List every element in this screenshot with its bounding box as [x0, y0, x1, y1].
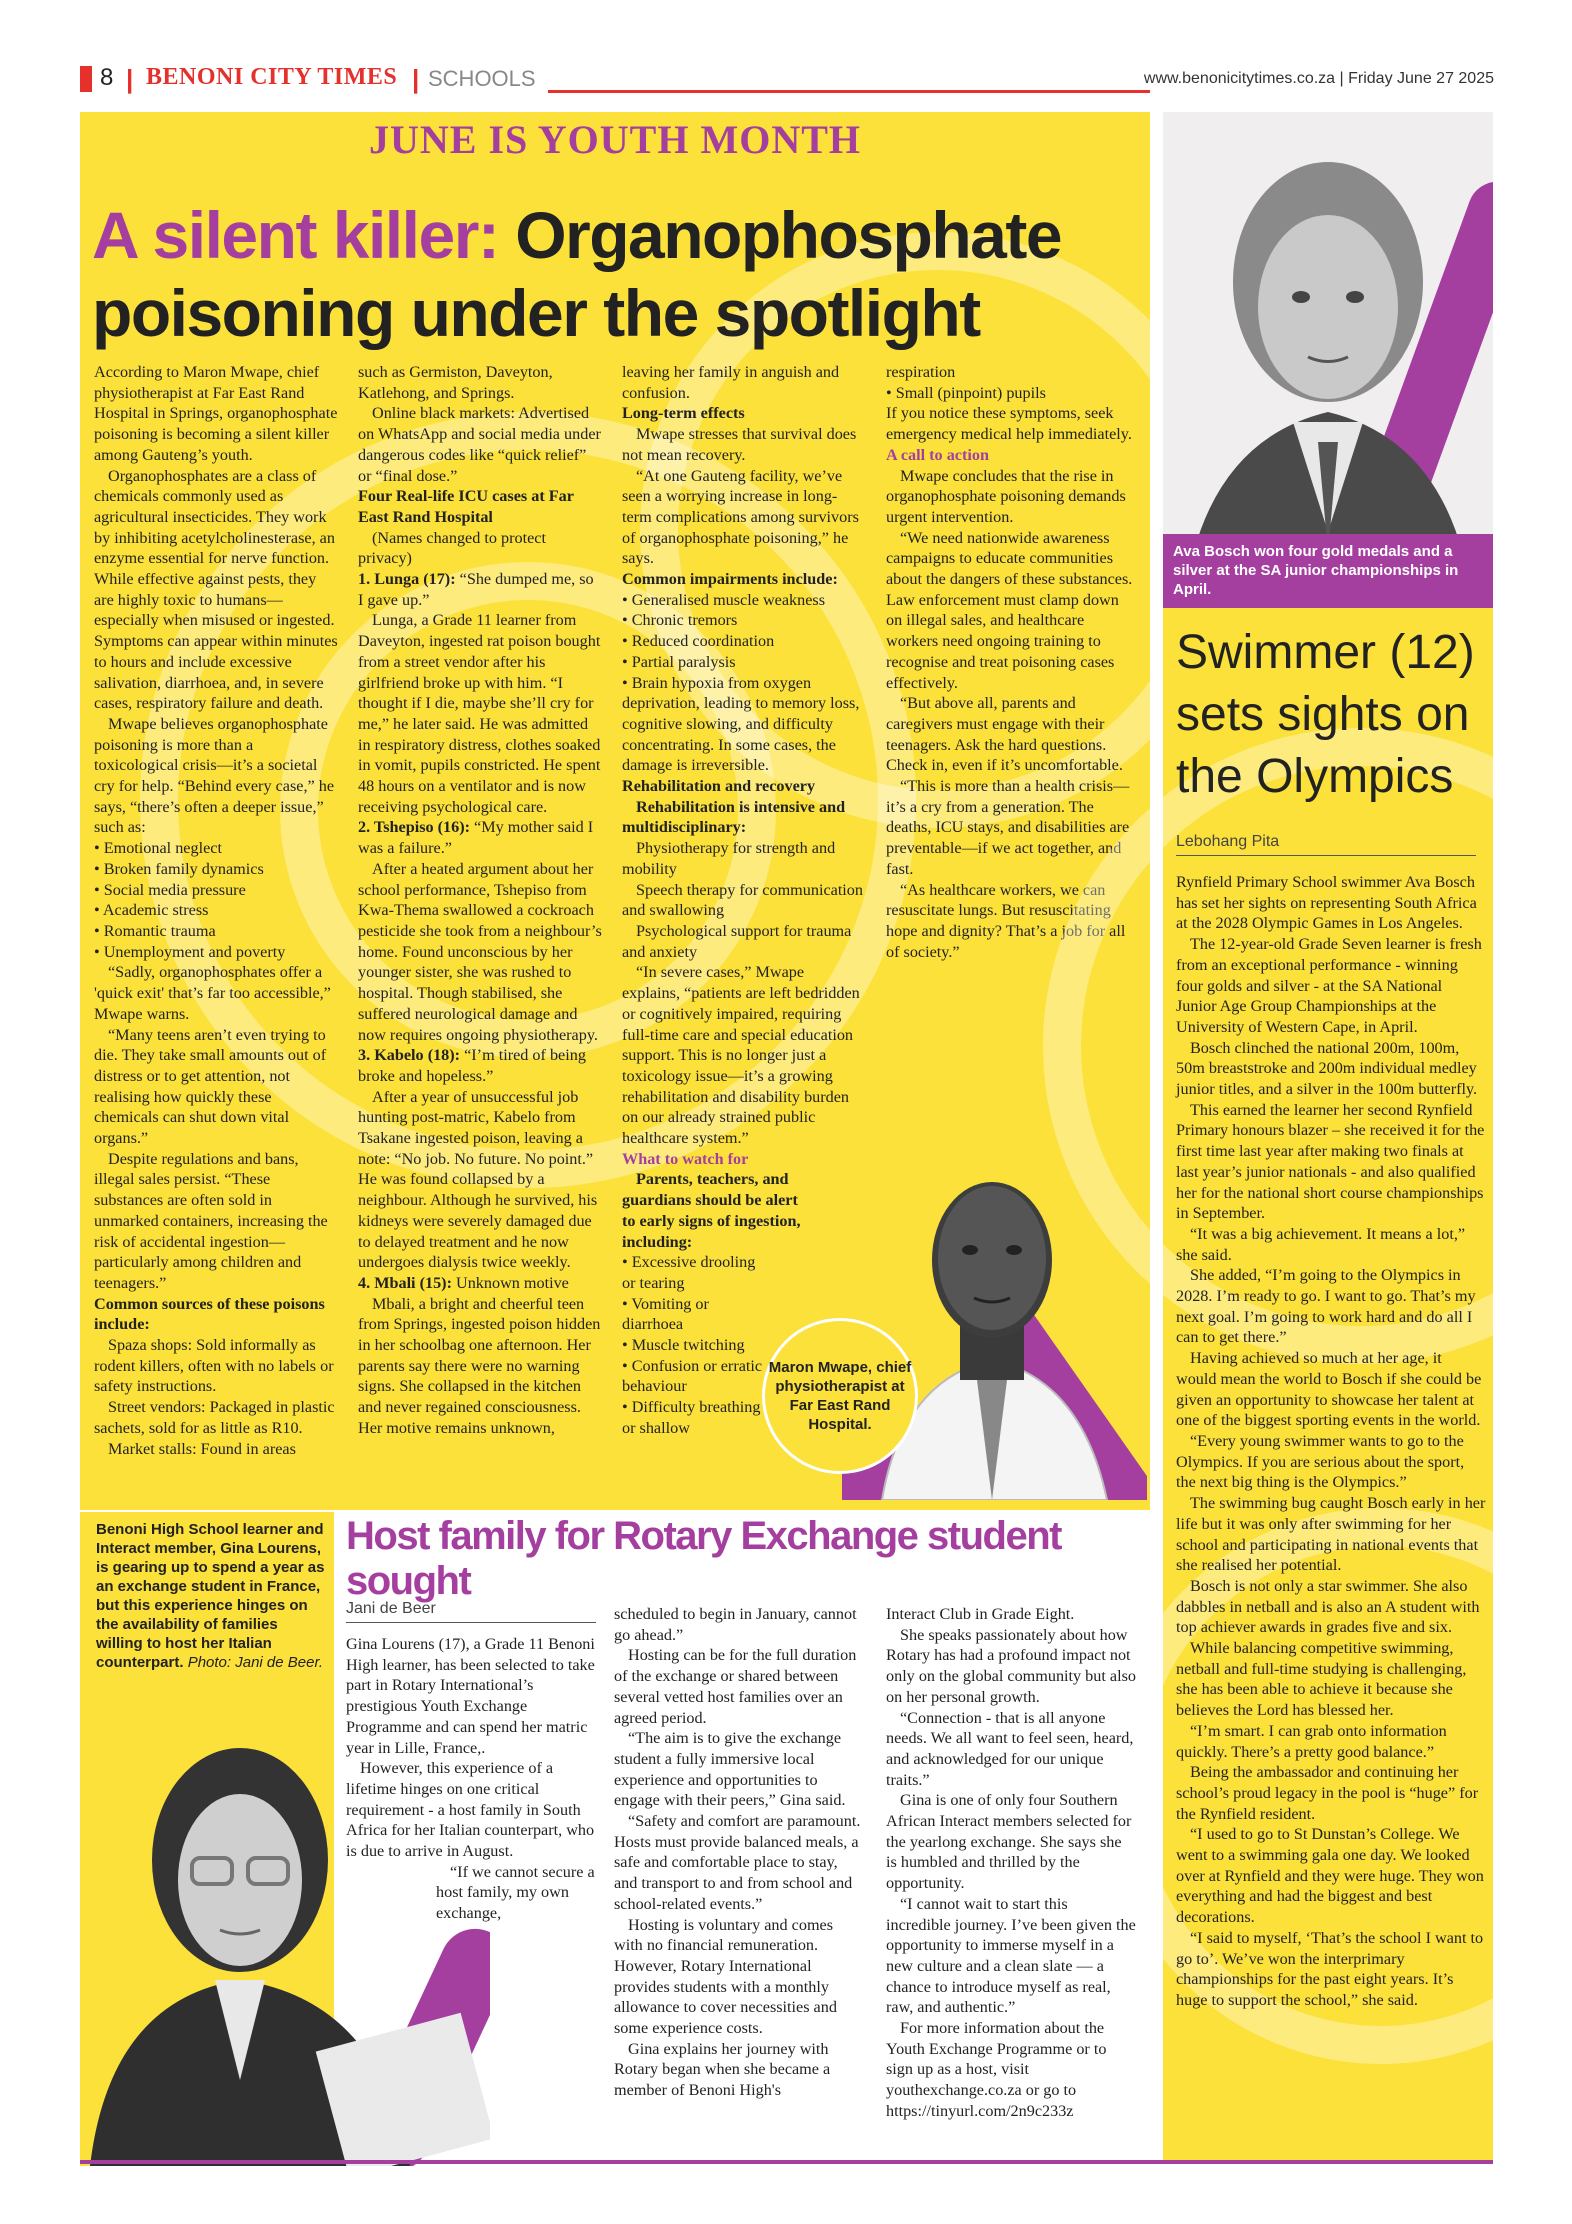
paragraph: “I’m smart. I can grab onto information quickly. There’s a pretty good balance.” [1176, 1721, 1447, 1761]
paragraph: “But above all, parents and caregivers must engage with their teenagers. Ask the hard questions. Check in, even if it’s uncomfortable. [886, 694, 1123, 775]
photo-caption: Benoni High School learner and Interact member, Gina Lourens, is gearing up to spend a year as an exchange student in France, but this experience hinges on the availability of families willing to host her Italian counterpart. Photo: Jani de Beer. [96, 1521, 325, 1671]
bullet: • Unemployment and poverty [94, 942, 286, 961]
paragraph: “Every young swimmer wants to go to the Olympics. If you are serious about the sport, the next big thing is the Olympics.” [1176, 1431, 1465, 1492]
host-column-2 [614, 1604, 864, 2101]
paragraph: For more information about the Youth Exchange Programme or to sign up as a host, visit youthexchange.co.za or go to https://tinyurl.com/2n9c233z [886, 2019, 1107, 2120]
paragraph: leaving her family in anguish and confusion. [622, 363, 840, 402]
paragraph: While balancing competitive swimming, netball and full-time studying is challenging, she has been able to achieve it because she believes the Lord has blessed her. [1176, 1639, 1467, 1720]
paragraph: “This is more than a health crisis—it’s a cry from a generation. The deaths, ICU stays, and disabilities are preventable—if we act together, and fast. [886, 777, 1130, 878]
header-accent-bar [80, 66, 92, 92]
lead-headline [92, 196, 1152, 352]
bullet: • Broken family dynamics [94, 859, 264, 878]
subheading: Common impairments include: [622, 570, 838, 589]
case-3: 3. Kabelo (18): “I’m tired of being broke and hopeless.” [358, 1046, 586, 1085]
paragraph: “Safety and comfort are paramount. Hosts must provide balanced meals, a safe and comfortable place to stay, and transport to and from school and school-related events.” [614, 1812, 861, 1913]
subheading: Common sources of these poisons include: [94, 1294, 325, 1334]
paragraph: Street vendors: Packaged in plastic sachets, sold for as little as R10. [94, 1398, 335, 1437]
paragraph: “I cannot wait to start this incredible journey. I’ve been given the opportunity to immerse myself in a new culture and a clean slate — a chance to introduce myself as real, raw, and authentic.” [886, 1894, 1136, 2017]
host-column-1 [346, 1634, 596, 1924]
paragraph: “In severe cases,” Mwape explains, “patients are left bedridden or cognitively impaired, requiring full-time care and special education support. This is no longer just a toxicology issue—it’s a growing rehabilitation and disability burden on our already strained public healthcare system.” [622, 963, 860, 1148]
paragraph: This earned the learner her second Rynfield Primary honours blazer – she received it for the first time last year after making two finals at last year’s junior nationals - and also qualified her for the national short course championships in September. [1176, 1100, 1485, 1223]
paragraph: “As healthcare workers, we can resuscitate lungs. But resuscitating hope and dignity? That’s a job for all of society.” [886, 880, 1126, 961]
headline-rest: Organophosphate poisoning under the spotlight [92, 198, 1062, 350]
host-headline: Host family for Rotary Exchange student sought [346, 1514, 1061, 1603]
paragraph: “Many teens aren’t even trying to die. They take small amounts out of distress or to get attention, not realising how quickly these chemicals can shut down vital organs.” [94, 1025, 327, 1148]
paragraph: After a year of unsuccessful job hunting post-matric, Kabelo from Tsakane ingested poison, leaving a note: “No job. No future. No point.” He was found collapsed by a neighbour. Although he survived, his kidneys were severely damaged due to delayed treatment and he now undergoes dialysis twice weekly. [358, 1087, 598, 1272]
header-divider: | [126, 64, 134, 94]
paragraph: Mwape stresses that survival does not mean recovery. [622, 425, 857, 464]
paragraph: Bosch is not only a star swimmer. She also dabbles in netball and is also an A student with top achiever awards in grades five and six. [1176, 1576, 1480, 1637]
paragraph: Physiotherapy for strength and mobility [622, 839, 836, 878]
paragraph: Having achieved so much at her age, it would mean the world to Bosch if she could be given an opportunity to showcase her talent at one of the biggest sporting events in the world. [1176, 1349, 1482, 1430]
bullet: • Vomiting or diarrhoea [622, 1294, 709, 1334]
bullet: • Reduced coordination [622, 632, 775, 651]
header-divider: | [412, 64, 420, 94]
kicker: JUNE IS YOUTH MONTH [368, 117, 861, 162]
paragraph: Mwape believes organophosphate poisoning is more than a toxicological crisis—it’s a societal cry for help. “Behind every case,” he says, “there’s often a deeper issue,” such as: [94, 714, 334, 837]
paragraph: “Connection - that is all anyone needs. We all want to feel seen, heard, and acknowledged for our unique traits.” [886, 1708, 1134, 1789]
case-1: 1. Lunga (17): “She dumped me, so I gave up.” [358, 570, 594, 609]
subheading: Long-term effects [622, 404, 745, 423]
case-4: 4. Mbali (15): Unknown motive [358, 1273, 569, 1292]
subheading-purple: What to watch for [622, 1149, 749, 1168]
paragraph: Speech therapy for communication and swallowing [622, 880, 863, 920]
paragraph: “At one Gauteng facility, we’ve seen a worrying increase in long-term complications among survivors of organophosphate poisoning,” he says. [622, 466, 859, 568]
case-head: 3. Kabelo (18): [358, 1046, 461, 1065]
paragraph: If you notice these symptoms, seek emergency medical help immediately. [886, 404, 1132, 444]
paragraph: Lunga, a Grade 11 learner from Daveyton, ingested rat poison bought from a street vendor after his girlfriend broke up with him. “I thought if I die, maybe she’ll cry for me,” he later said. He was admitted in respiratory distress, clothes soaked in vomit, pupils constricted. He spent 48 hours on a ventilator and is now receiving psychological care. [358, 611, 601, 816]
paragraph: After a heated argument about her school performance, Tshepiso from Kwa-Thema swallowed a cockroach pesticide she took from a neighbour’s home. Found unconscious by her younger sister, she was rushed to hospital. Though stabilised, she suffered neurological damage and now requires ongoing physiotherapy. [358, 859, 602, 1044]
paragraph: Spaza shops: Sold informally as rodent killers, often with no labels or safety instructions. [94, 1336, 334, 1396]
bullet: • Confusion or erratic behaviour [622, 1356, 763, 1396]
photo-badge: Maron Mwape, chief physiotherapist at Far East Rand Hospital. [762, 1318, 918, 1474]
case-2: 2. Tshepiso (16): “My mother said I was a failure.” [358, 818, 594, 858]
paragraph: However, this experience of a lifetime hinges on one critical requirement - a host family in South Africa for her Italian counterpart, who is due to arrive in August. [346, 1759, 595, 1861]
swimmer-headline: Swimmer (12) sets sights on the Olympics [1176, 626, 1475, 803]
ava-bosch-photo [1163, 112, 1493, 607]
paragraph: “I used to go to St Dunstan’s College. We went to a swimming gala one day. We looked over at Rynfield and they were huge. They won everything and had the biggest and best decorations. [1176, 1825, 1484, 1927]
bottom-rule [80, 2160, 1493, 2164]
site-and-date: www.benonicitytimes.co.za | Friday June 27 2025 [1143, 70, 1494, 87]
bullet: • Chronic tremors [622, 611, 738, 630]
paragraph: Hosting can be for the full duration of the exchange or shared between several vetted host families over an agreed period. [614, 1646, 857, 1727]
paragraph: “It was a big achievement. It means a lot,” she said. [1176, 1224, 1466, 1264]
lead-column-3 [622, 362, 866, 1439]
lead-column-2 [358, 362, 602, 1439]
page-number: 8 [100, 64, 114, 91]
publication-title: BENONI CITY TIMES [146, 64, 398, 90]
swimmer-column [1176, 872, 1486, 2011]
paragraph: Hosting is voluntary and comes with no financial remuneration. However, Rotary International provides students with a monthly allowance to cover necessities and some experience costs. [614, 1915, 837, 2038]
paragraph: Gina is one of only four Southern African Interact members selected for the yearlong exchange. She says she is humbled and thrilled by the opportunity. [886, 1791, 1132, 1893]
paragraph: such as Germiston, Daveyton, Katlehong, and Springs. [358, 363, 553, 402]
bullet: • Small (pinpoint) pupils [886, 383, 1046, 402]
host-column-3 [886, 1604, 1136, 2122]
bullet: • Difficulty breathing or shallow [622, 1398, 761, 1437]
paragraph: She added, “I’m going to the Olympics in 2028. I’m ready to go. I want to go. That’s my next goal. I’m going to work hard and do all I can to get there.” [1176, 1266, 1476, 1347]
subheading: Parents, teachers, and guardians should be alert to early signs of ingestion, including: [622, 1170, 801, 1251]
paragraph: The swimming bug caught Bosch early in her life but it was only after swimming for her school and participating in national events that she realised her potential. [1176, 1494, 1486, 1575]
bullet: • Muscle twitching [622, 1336, 745, 1355]
paragraph: Psychological support for trauma and anxiety [622, 921, 852, 961]
photo-credit: Photo: Jani de Beer. [187, 1654, 324, 1671]
byline: Jani de Beer [346, 1600, 596, 1623]
header-rule [548, 90, 1150, 93]
case-head: 4. Mbali (15): [358, 1273, 452, 1292]
paragraph: “We need nationwide awareness campaigns to educate communities about the dangers of these substances. Law enforcement must clamp down on illegal sales, and healthcare workers need ongoing training to recognise and treat poisoning cases effectively. [886, 528, 1133, 692]
portrait-illustration [1163, 112, 1493, 607]
bullet: • Romantic trauma [94, 921, 216, 940]
paragraph: Mwape concludes that the rise in organophosphate poisoning demands urgent intervention. [886, 466, 1126, 526]
photo-caption: Ava Bosch won four gold medals and a silver at the SA junior championships in April. [1163, 534, 1493, 608]
paragraph: “The aim is to give the exchange student a fully immersive local experience and opportunities to engage with their peers,” Gina said. [614, 1729, 846, 1810]
paragraph: She speaks passionately about how Rotary has had a profound impact not only on the global community but also on her personal growth. [886, 1625, 1136, 1706]
paragraph: Despite regulations and bans, illegal sales persist. “These substances are often sold in unmarked containers, increasing the risk of accidental ingestion—particularly among children and teenagers.” [94, 1149, 328, 1292]
byline: Lebohang Pita [1176, 833, 1476, 856]
paragraph: Organophosphates are a class of chemicals commonly used as agricultural insecticides. They work by inhibiting acetylcholinesterase, an enzyme essential for nerve function. While effective against pests, they are highly toxic to humans—especially when misused or ingested. Symptoms can appear within minutes to hours and include excessive salivation, diarrhoea, and, in severe cases, respiratory failure and death. [94, 466, 338, 713]
paragraph: “I said to myself, ‘That’s the school I want to go to’. We’ve won the interprimary championships for the past eight years. It’s huge to support the school,” she said. [1176, 1928, 1484, 2009]
bullet: • Social media pressure [94, 880, 246, 899]
paragraph: Mbali, a bright and cheerful teen from Springs, ingested poison hidden in her schoolbag one afternoon. Her parents say there were no warning signs. She collapsed in the kitchen and never regained consciousness. Her motive remains unknown, [358, 1294, 601, 1437]
paragraph: respiration [886, 363, 956, 381]
bullet: • Generalised muscle weakness [622, 590, 825, 609]
lead-column-1 [94, 362, 338, 1459]
subheading-purple: A call to action [886, 445, 989, 464]
case-head: 1. Lunga (17): [358, 570, 456, 589]
paragraph: Interact Club in Grade Eight. [886, 1605, 1075, 1623]
paragraph: Gina explains her journey with Rotary began when she became a member of Benoni High's [614, 2039, 831, 2100]
headline-colored: A silent killer: [92, 198, 499, 272]
paragraph: (Names changed to protect privacy) [358, 528, 546, 568]
subheading: Rehabilitation and recovery [622, 777, 816, 796]
paragraph: Market stalls: Found in areas [108, 1439, 296, 1458]
subheading: Rehabilitation is intensive and multidisciplinary: [622, 797, 846, 837]
paragraph: Being the ambassador and continuing her school’s proud legacy in the pool is “huge” for the Rynfield resident. [1176, 1763, 1479, 1823]
subheading: Four Real-life ICU cases at Far East Rand Hospital [358, 487, 574, 526]
paragraph: The 12-year-old Grade Seven learner is fresh from an exceptional performance - winning four golds and silver - at the SA National Junior Age Group Championships at the University of Western Cape, in April. [1176, 935, 1482, 1036]
paragraph: “If we cannot secure a host family, my own exchange, [436, 1862, 595, 1923]
paragraph: “Sadly, organophosphates offer a 'quick exit' that’s far too accessible,” Mwape warns. [94, 963, 331, 1023]
paragraph: Bosch clinched the national 200m, 100m, 50m breaststroke and 200m individual medley junior titles, and a silver in the 100m butterfly. [1176, 1038, 1478, 1099]
paragraph: scheduled to begin in January, cannot go ahead.” [614, 1605, 857, 1644]
paragraph: Online black markets: Advertised on WhatsApp and social media under dangerous codes like “quick relief” or “final dose.” [358, 404, 601, 485]
section-name: SCHOOLS [428, 66, 536, 91]
bullet: • Emotional neglect [94, 839, 222, 858]
paragraph: Gina Lourens (17), a Grade 11 Benoni High learner, has been selected to take part in Rotary International’s prestigious Youth Exchange Programme and can spend her matric year in Lille, France,. [346, 1635, 595, 1757]
bullet: • Brain hypoxia from oxygen deprivation, leading to memory loss, cognitive slowing, and difficulty concentrating. In some cases, the damage is irreversible. [622, 673, 860, 775]
case-head: 2. Tshepiso (16): [358, 818, 470, 837]
bullet: • Academic stress [94, 901, 209, 920]
bullet: • Excessive drooling or tearing [622, 1253, 756, 1292]
paragraph: Rynfield Primary School swimmer Ava Bosch has set her sights on representing South Africa at the 2028 Olympic Games in Los Angeles. [1176, 873, 1477, 933]
paragraph: According to Maron Mwape, chief physiotherapist at Far East Rand Hospital in Springs, organophosphate poisoning is becoming a silent killer among Gauteng’s youth. [94, 363, 338, 464]
bullet: • Partial paralysis [622, 652, 736, 671]
